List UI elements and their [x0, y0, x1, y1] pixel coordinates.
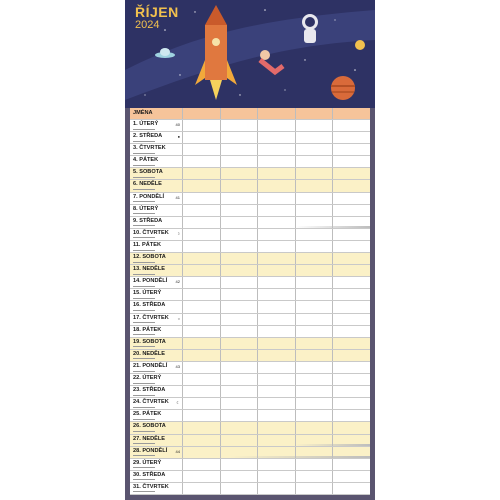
- day-label: 10. ČTVRTEK: [133, 229, 169, 236]
- day-label: 29. ÚTERÝ: [133, 459, 162, 466]
- day-row: [130, 459, 370, 471]
- name-day-line: [133, 491, 155, 492]
- day-label-cell: [130, 374, 182, 385]
- note-cell[interactable]: [220, 265, 258, 276]
- day-label: 13. NEDĚLE: [133, 266, 166, 273]
- day-row: [130, 241, 370, 253]
- day-row: [130, 132, 370, 144]
- note-cell[interactable]: [257, 180, 295, 191]
- day-label-cell: [130, 132, 182, 143]
- note-cell[interactable]: [295, 168, 333, 179]
- name-day-line: [133, 201, 155, 202]
- note-cell[interactable]: [257, 265, 295, 276]
- day-row: [130, 229, 370, 241]
- note-cell[interactable]: [332, 301, 370, 312]
- day-label: 5. SOBOTA: [133, 169, 163, 176]
- note-cell[interactable]: [295, 132, 333, 143]
- name-day-line: [133, 419, 155, 420]
- year-label: 2024: [135, 19, 160, 31]
- name-day-line: [133, 322, 155, 323]
- note-cell[interactable]: [332, 253, 370, 264]
- note-cell[interactable]: [257, 459, 295, 470]
- note-cell[interactable]: [182, 374, 220, 385]
- day-label: 14. PONDĚLÍ: [133, 278, 168, 285]
- note-cell[interactable]: [332, 471, 370, 482]
- day-label-cell: [130, 156, 182, 167]
- name-day-line: [133, 443, 155, 444]
- day-label: 6. NEDĚLE: [133, 181, 162, 188]
- note-cell[interactable]: [220, 314, 258, 325]
- note-cell[interactable]: [332, 483, 370, 494]
- day-label: 15. ÚTERÝ: [133, 290, 162, 297]
- note-cell[interactable]: [220, 459, 258, 470]
- day-label: 12. SOBOTA: [133, 254, 166, 261]
- day-label-cell: [130, 362, 182, 373]
- note-cell[interactable]: [182, 362, 220, 373]
- note-cell[interactable]: [257, 398, 295, 409]
- day-label-cell: [130, 180, 182, 191]
- day-marker: 42: [175, 279, 180, 285]
- note-cell[interactable]: [332, 241, 370, 252]
- note-cell[interactable]: [220, 277, 258, 288]
- note-cell[interactable]: [182, 193, 220, 204]
- note-cell[interactable]: [257, 217, 295, 228]
- note-cell[interactable]: [257, 241, 295, 252]
- day-row: [130, 301, 370, 313]
- note-cell[interactable]: [295, 338, 333, 349]
- note-cell[interactable]: [257, 144, 295, 155]
- note-cell[interactable]: [257, 350, 295, 361]
- name-day-line: [133, 395, 155, 396]
- name-day-line: [133, 479, 155, 480]
- note-cell[interactable]: [332, 144, 370, 155]
- note-cell[interactable]: [295, 350, 333, 361]
- day-row: [130, 180, 370, 192]
- note-cell[interactable]: [182, 168, 220, 179]
- note-cell[interactable]: [257, 156, 295, 167]
- names-header-text: JMÉNA: [133, 110, 153, 116]
- day-label: 31. ČTVRTEK: [133, 483, 169, 490]
- note-cell[interactable]: [220, 326, 258, 337]
- note-cell[interactable]: [332, 180, 370, 191]
- month-title: ŘÍJEN: [135, 4, 179, 20]
- note-cell[interactable]: [220, 471, 258, 482]
- note-cell[interactable]: [182, 338, 220, 349]
- note-cell[interactable]: [332, 386, 370, 397]
- day-label: 23. STŘEDA: [133, 387, 166, 394]
- name-day-line: [133, 237, 155, 238]
- note-cell[interactable]: [182, 350, 220, 361]
- name-day-line: [133, 250, 155, 251]
- name-day-line: [133, 286, 155, 287]
- day-row: [130, 168, 370, 180]
- day-label-cell: [130, 471, 182, 482]
- day-marker: ○: [177, 315, 180, 321]
- note-cell[interactable]: [332, 265, 370, 276]
- day-label-cell: [130, 120, 182, 131]
- name-day-line: [133, 262, 155, 263]
- day-row: [130, 314, 370, 326]
- day-label-cell: [130, 229, 182, 240]
- name-day-line: [133, 467, 155, 468]
- day-label-cell: [130, 410, 182, 421]
- note-cell[interactable]: [332, 289, 370, 300]
- holiday-banner: [295, 444, 370, 446]
- note-cell[interactable]: [295, 459, 333, 470]
- note-cell[interactable]: [182, 435, 220, 446]
- note-cell[interactable]: [257, 483, 295, 494]
- note-cell[interactable]: [220, 180, 258, 191]
- day-marker: ●: [177, 134, 180, 140]
- note-cell[interactable]: [332, 156, 370, 167]
- note-cell[interactable]: [182, 132, 220, 143]
- note-cell[interactable]: [295, 362, 333, 373]
- name-day-line: [133, 310, 155, 311]
- name-day-line: [133, 334, 155, 335]
- name-day-line: [133, 346, 155, 347]
- note-cell[interactable]: [295, 193, 333, 204]
- note-cell[interactable]: [332, 459, 370, 470]
- day-label: 8. ÚTERÝ: [133, 205, 159, 212]
- day-marker: 44: [175, 448, 180, 454]
- day-row: [130, 471, 370, 483]
- note-cell[interactable]: [182, 447, 220, 458]
- name-day-line: [133, 129, 155, 130]
- note-cell[interactable]: [257, 301, 295, 312]
- small-planet-icon: [355, 40, 365, 50]
- name-day-line: [133, 371, 155, 372]
- note-cell[interactable]: [257, 362, 295, 373]
- note-cell[interactable]: [295, 422, 333, 433]
- day-row: [130, 422, 370, 434]
- day-label: 24. ČTVRTEK: [133, 399, 169, 406]
- name-day-line: [133, 189, 155, 190]
- note-cell[interactable]: [295, 253, 333, 264]
- day-row: [130, 277, 370, 289]
- note-cell[interactable]: [332, 120, 370, 131]
- names-header-label: [130, 108, 182, 119]
- note-cell[interactable]: [220, 386, 258, 397]
- note-cell[interactable]: [182, 229, 220, 240]
- note-cell[interactable]: [220, 108, 258, 119]
- day-label: 22. ÚTERÝ: [133, 375, 162, 382]
- day-row: [130, 193, 370, 205]
- note-cell[interactable]: [182, 471, 220, 482]
- note-cell[interactable]: [295, 374, 333, 385]
- note-cell[interactable]: [182, 410, 220, 421]
- note-cell[interactable]: [220, 205, 258, 216]
- note-cell[interactable]: [332, 132, 370, 143]
- note-cell[interactable]: [332, 338, 370, 349]
- note-cell[interactable]: [220, 217, 258, 228]
- name-day-line: [133, 274, 155, 275]
- note-cell[interactable]: [220, 253, 258, 264]
- day-label-cell: [130, 398, 182, 409]
- note-cell[interactable]: [332, 362, 370, 373]
- name-day-line: [133, 431, 155, 432]
- day-marker: 41: [175, 194, 180, 200]
- holiday-banner: [295, 226, 370, 228]
- name-day-line: [133, 358, 155, 359]
- note-cell[interactable]: [332, 326, 370, 337]
- note-cell[interactable]: [220, 168, 258, 179]
- note-cell[interactable]: [332, 168, 370, 179]
- day-label: 1. ÚTERÝ: [133, 121, 159, 127]
- day-row: [130, 144, 370, 156]
- name-day-line: [133, 225, 155, 226]
- day-label-cell: [130, 301, 182, 312]
- calendar-grid: [130, 108, 370, 495]
- day-marker: ☽: [176, 230, 180, 236]
- note-cell[interactable]: [257, 108, 295, 119]
- day-label-cell: [130, 483, 182, 494]
- holiday-banner: [230, 456, 370, 458]
- note-cell[interactable]: [220, 120, 258, 131]
- day-label-cell: [130, 241, 182, 252]
- note-cell[interactable]: [220, 362, 258, 373]
- note-cell[interactable]: [257, 193, 295, 204]
- day-row: [130, 326, 370, 338]
- note-cell[interactable]: [295, 229, 333, 240]
- note-cell[interactable]: [257, 168, 295, 179]
- day-marker: 43: [175, 363, 180, 369]
- note-cell[interactable]: [257, 471, 295, 482]
- note-cell[interactable]: [332, 193, 370, 204]
- day-label-cell: [130, 422, 182, 433]
- note-cell[interactable]: [182, 241, 220, 252]
- space-illustration: [125, 0, 375, 108]
- day-label: 7. PONDĚLÍ: [133, 193, 165, 200]
- note-cell[interactable]: [332, 108, 370, 119]
- day-label: 28. PONDĚLÍ: [133, 447, 168, 454]
- note-cell[interactable]: [220, 193, 258, 204]
- day-label-cell: [130, 144, 182, 155]
- planet-icon: [331, 76, 355, 100]
- note-cell[interactable]: [257, 289, 295, 300]
- day-row: [130, 205, 370, 217]
- note-cell[interactable]: [295, 180, 333, 191]
- day-marker: 40: [175, 122, 180, 127]
- day-label-cell: [130, 193, 182, 204]
- name-day-line: [133, 177, 155, 178]
- day-label: 17. ČTVRTEK: [133, 314, 169, 321]
- name-day-line: [133, 455, 155, 456]
- note-cell[interactable]: [182, 459, 220, 470]
- note-cell[interactable]: [220, 422, 258, 433]
- day-label: 16. STŘEDA: [133, 302, 166, 309]
- note-cell[interactable]: [220, 289, 258, 300]
- day-label-cell: [130, 338, 182, 349]
- wall-calendar-page: [125, 0, 375, 500]
- note-cell[interactable]: [182, 289, 220, 300]
- note-cell[interactable]: [295, 108, 333, 119]
- note-cell[interactable]: [220, 229, 258, 240]
- day-marker: ☾: [176, 400, 180, 406]
- note-cell[interactable]: [295, 398, 333, 409]
- day-label: 4. PÁTEK: [133, 157, 159, 164]
- day-label-cell: [130, 435, 182, 446]
- note-cell[interactable]: [295, 471, 333, 482]
- day-label: 19. SOBOTA: [133, 338, 166, 345]
- day-label-cell: [130, 326, 182, 337]
- day-label: 27. NEDĚLE: [133, 435, 166, 442]
- names-header-row: [130, 108, 370, 120]
- note-cell[interactable]: [257, 132, 295, 143]
- note-cell[interactable]: [182, 205, 220, 216]
- note-cell[interactable]: [295, 205, 333, 216]
- note-cell[interactable]: [220, 156, 258, 167]
- name-day-line: [133, 153, 155, 154]
- note-cell[interactable]: [332, 374, 370, 385]
- note-cell[interactable]: [182, 180, 220, 191]
- day-row: [130, 289, 370, 301]
- note-cell[interactable]: [332, 422, 370, 433]
- note-cell[interactable]: [295, 483, 333, 494]
- note-cell[interactable]: [220, 241, 258, 252]
- note-cell[interactable]: [220, 338, 258, 349]
- note-cell[interactable]: [220, 144, 258, 155]
- note-cell[interactable]: [220, 301, 258, 312]
- note-cell[interactable]: [182, 314, 220, 325]
- note-cell[interactable]: [332, 350, 370, 361]
- note-cell[interactable]: [257, 120, 295, 131]
- note-cell[interactable]: [257, 326, 295, 337]
- name-day-line: [133, 141, 155, 142]
- day-label: 9. STŘEDA: [133, 217, 163, 224]
- day-row: [130, 483, 370, 495]
- note-cell[interactable]: [295, 265, 333, 276]
- note-cell[interactable]: [220, 132, 258, 143]
- note-cell[interactable]: [257, 374, 295, 385]
- day-row: [130, 410, 370, 422]
- note-cell[interactable]: [182, 108, 220, 119]
- note-cell[interactable]: [257, 422, 295, 433]
- day-label: 21. PONDĚLÍ: [133, 362, 168, 369]
- note-cell[interactable]: [257, 338, 295, 349]
- day-label: 25. PÁTEK: [133, 411, 162, 418]
- name-day-line: [133, 383, 155, 384]
- note-cell[interactable]: [257, 229, 295, 240]
- day-label: 20. NEDĚLE: [133, 350, 166, 357]
- note-cell[interactable]: [182, 386, 220, 397]
- note-cell[interactable]: [295, 301, 333, 312]
- day-label: 18. PÁTEK: [133, 326, 162, 333]
- day-row: [130, 398, 370, 410]
- note-cell[interactable]: [182, 120, 220, 131]
- note-cell[interactable]: [182, 422, 220, 433]
- day-label-cell: [130, 447, 182, 458]
- day-label-cell: [130, 253, 182, 264]
- note-cell[interactable]: [220, 483, 258, 494]
- note-cell[interactable]: [295, 156, 333, 167]
- day-row: [130, 338, 370, 350]
- day-row: [130, 374, 370, 386]
- note-cell[interactable]: [182, 144, 220, 155]
- note-cell[interactable]: [182, 156, 220, 167]
- day-row: [130, 120, 370, 132]
- note-cell[interactable]: [257, 277, 295, 288]
- day-row: [130, 156, 370, 168]
- day-label-cell: [130, 459, 182, 470]
- day-label-cell: [130, 277, 182, 288]
- note-cell[interactable]: [182, 253, 220, 264]
- note-cell[interactable]: [295, 326, 333, 337]
- day-label-cell: [130, 205, 182, 216]
- note-cell[interactable]: [220, 350, 258, 361]
- note-cell[interactable]: [257, 435, 295, 446]
- day-label-cell: [130, 168, 182, 179]
- note-cell[interactable]: [182, 301, 220, 312]
- note-cell[interactable]: [220, 374, 258, 385]
- day-label-cell: [130, 386, 182, 397]
- note-cell[interactable]: [182, 265, 220, 276]
- day-label-cell: [130, 217, 182, 228]
- day-label-cell: [130, 314, 182, 325]
- note-cell[interactable]: [182, 483, 220, 494]
- note-cell[interactable]: [295, 144, 333, 155]
- day-label: 2. STŘEDA: [133, 133, 163, 140]
- note-cell[interactable]: [220, 410, 258, 421]
- note-cell[interactable]: [295, 410, 333, 421]
- day-label-cell: [130, 350, 182, 361]
- note-cell[interactable]: [220, 398, 258, 409]
- name-day-line: [133, 298, 155, 299]
- day-row: [130, 386, 370, 398]
- note-cell[interactable]: [182, 398, 220, 409]
- note-cell[interactable]: [182, 217, 220, 228]
- note-cell[interactable]: [295, 289, 333, 300]
- note-cell[interactable]: [332, 314, 370, 325]
- day-label-cell: [130, 265, 182, 276]
- note-cell[interactable]: [257, 386, 295, 397]
- note-cell[interactable]: [295, 241, 333, 252]
- day-label: 30. STŘEDA: [133, 471, 166, 478]
- note-cell[interactable]: [257, 205, 295, 216]
- note-cell[interactable]: [295, 386, 333, 397]
- note-cell[interactable]: [332, 410, 370, 421]
- note-cell[interactable]: [295, 120, 333, 131]
- day-row: [130, 253, 370, 265]
- note-cell[interactable]: [332, 277, 370, 288]
- note-cell[interactable]: [332, 398, 370, 409]
- name-day-line: [133, 407, 155, 408]
- note-cell[interactable]: [220, 435, 258, 446]
- name-day-line: [133, 213, 155, 214]
- note-cell[interactable]: [257, 253, 295, 264]
- note-cell[interactable]: [295, 314, 333, 325]
- note-cell[interactable]: [332, 229, 370, 240]
- day-row: [130, 265, 370, 277]
- name-day-line: [133, 165, 155, 166]
- note-cell[interactable]: [182, 326, 220, 337]
- day-label: 3. ČTVRTEK: [133, 145, 166, 152]
- day-row: [130, 350, 370, 362]
- note-cell[interactable]: [257, 314, 295, 325]
- note-cell[interactable]: [257, 410, 295, 421]
- day-label-cell: [130, 289, 182, 300]
- day-label: 26. SOBOTA: [133, 423, 166, 430]
- note-cell[interactable]: [295, 277, 333, 288]
- note-cell[interactable]: [332, 205, 370, 216]
- day-row: [130, 362, 370, 374]
- note-cell[interactable]: [182, 277, 220, 288]
- day-label: 11. PÁTEK: [133, 241, 161, 248]
